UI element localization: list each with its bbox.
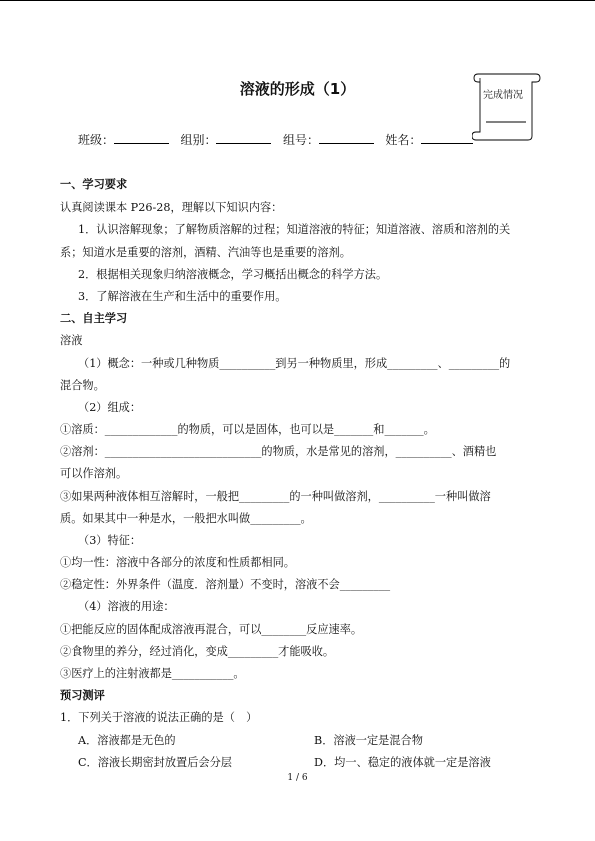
- completion-label: 完成情况: [483, 90, 523, 101]
- uses-heading: （4）溶液的用途：: [78, 600, 175, 613]
- option-a[interactable]: A．溶液都是无色的: [78, 734, 176, 747]
- group-no-label: 组号：: [282, 133, 319, 147]
- option-c[interactable]: C．溶液长期密封放置后会分层: [78, 756, 232, 769]
- use-2: ②食物里的养分，经过消化，变成_________才能吸收。: [60, 645, 335, 658]
- page-title: 溶液的形成（1）: [239, 80, 356, 98]
- solute-line: ①溶质：_____________的物质，可以是固体，也可以是_______和_______。: [60, 423, 435, 436]
- requirement-2: 2．根据相关现象归纳溶液概念，学习概括出概念的科学方法。: [78, 268, 388, 281]
- mixing-line1: ③如果两种液体相互溶解时，一般把_________的一种叫做溶剂，__________一种叫做溶: [60, 490, 491, 503]
- concept-line1: （1）概念：一种或几种物质__________到另一种物质里，形成_________、_________的: [78, 357, 511, 370]
- features-heading: （3）特征：: [78, 534, 142, 547]
- requirements-intro: 认真阅读课本 P26-28，理解以下知识内容：: [60, 201, 283, 214]
- feature-stability: ②稳定性：外界条件（温度．溶剂量）不变时，溶液不会_________: [60, 578, 391, 591]
- section-heading-self-study: 二、自主学习: [60, 312, 128, 325]
- composition-heading: （2）组成：: [78, 401, 142, 414]
- class-label: 班级：: [78, 133, 115, 147]
- group-no-field[interactable]: [319, 131, 374, 144]
- requirement-3: 3．了解溶液在生产和生活中的重要作用。: [78, 290, 287, 303]
- name-label: 姓名：: [385, 133, 422, 147]
- solvent-line1: ②溶剂：____________________________的物质，水是常见的溶剂，__________、酒精也: [60, 445, 497, 458]
- name-field[interactable]: [421, 131, 473, 144]
- use-3: ③医疗上的注射液都是___________。: [60, 667, 245, 680]
- page-number: 1 / 6: [287, 773, 308, 783]
- completion-badge: [472, 70, 542, 142]
- requirement-1-line2: 系；知道水是重要的溶剂，酒精、汽油等也是重要的溶剂。: [60, 246, 351, 259]
- class-field[interactable]: [114, 131, 169, 144]
- student-info-row: [78, 131, 473, 148]
- option-d[interactable]: D．均一、稳定的液体就一定是溶液: [314, 756, 491, 769]
- use-1: ①把能反应的固体配成溶液再混合，可以________反应速率。: [60, 623, 363, 636]
- mixing-line2: 质。如果其中一种是水，一般把水叫做_________。: [60, 512, 312, 525]
- preview-test-heading: 预习测评: [60, 689, 105, 702]
- group-field[interactable]: [216, 131, 271, 144]
- section-heading-requirements: 一、学习要求: [60, 178, 128, 191]
- requirement-1-line1: 1．认识溶解现象；了解物质溶解的过程；知道溶液的特征；知道溶液、溶质和溶剂的关: [78, 223, 511, 236]
- top-border: [0, 0, 595, 1]
- group-label: 组别：: [180, 133, 217, 147]
- solvent-line2: 可以作溶剂。: [60, 467, 128, 480]
- scroll-icon: [472, 70, 542, 142]
- option-b[interactable]: B．溶液一定是混合物: [314, 734, 423, 747]
- question-1: 1．下列关于溶液的说法正确的是（ ）: [60, 711, 258, 724]
- topic-label: 溶液: [60, 334, 83, 347]
- concept-line2: 混合物。: [60, 379, 105, 392]
- feature-uniformity: ①均一性：溶液中各部分的浓度和性质都相同。: [60, 556, 295, 569]
